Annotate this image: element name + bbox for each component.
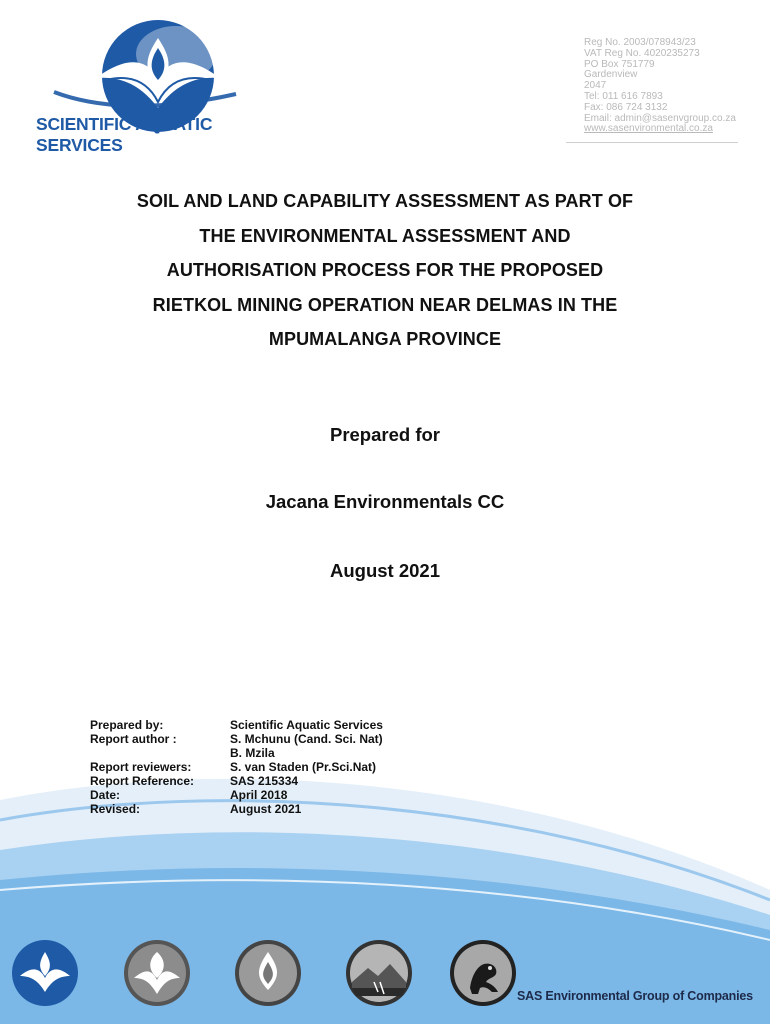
client-name: Jacana Environmentals CC bbox=[265, 491, 505, 512]
meta-row bbox=[90, 774, 383, 788]
report-date: August 2021 bbox=[329, 560, 440, 581]
meta-value: B. Mzila bbox=[230, 746, 275, 760]
meta-row bbox=[90, 718, 383, 732]
title-line: MPUMALANGA PROVINCE bbox=[268, 329, 502, 349]
meta-label: Revised: bbox=[90, 802, 141, 816]
meta-label: Date: bbox=[90, 788, 121, 802]
email: Email: admin@sasenvgroup.co.za bbox=[584, 112, 736, 124]
group-name: SAS Environmental Group of Companies bbox=[517, 989, 753, 1003]
prepared-for-label: Prepared for bbox=[329, 424, 440, 445]
website-link[interactable]: www.sasenvironmental.co.za bbox=[584, 123, 713, 135]
meta-label: Report author : bbox=[90, 732, 177, 746]
postal-code: 2047 bbox=[584, 80, 607, 92]
meta-row bbox=[90, 760, 383, 774]
report-title bbox=[60, 184, 710, 357]
contact-block bbox=[584, 38, 736, 135]
footer-badges bbox=[0, 932, 770, 1024]
title-line: SOIL AND LAND CAPABILITY ASSESSMENT AS PART OF bbox=[136, 191, 634, 211]
frog-badge-icon bbox=[448, 938, 518, 1008]
water-drop-badge-icon bbox=[233, 938, 303, 1008]
meta-value: S. van Staden (Pr.Sci.Nat) bbox=[230, 760, 377, 774]
meta-value: Scientific Aquatic Services bbox=[230, 718, 383, 732]
flower-drop-badge-icon bbox=[10, 938, 80, 1008]
company-name: SCIENTIFIC AQUATIC SERVICES bbox=[36, 114, 213, 155]
reg-number: Reg No. 2003/078943/23 bbox=[584, 37, 696, 48]
meta-label bbox=[90, 746, 230, 760]
meta-row bbox=[90, 802, 383, 816]
meta-row bbox=[90, 746, 383, 760]
title-line: AUTHORISATION PROCESS FOR THE PROPOSED bbox=[166, 260, 604, 280]
meta-value: April 2018 bbox=[230, 788, 288, 802]
meta-value: SAS 215334 bbox=[230, 774, 299, 788]
meta-label: Report reviewers: bbox=[90, 760, 192, 774]
meta-value: S. Mchunu (Cand. Sci. Nat) bbox=[230, 732, 383, 746]
fax: Fax: 086 724 3132 bbox=[584, 101, 668, 113]
meta-row bbox=[90, 788, 383, 802]
title-line: RIETKOL MINING OPERATION NEAR DELMAS IN THE bbox=[152, 294, 618, 315]
report-metadata bbox=[90, 718, 383, 816]
telephone: Tel: 011 616 7893 bbox=[584, 90, 663, 102]
meta-value: August 2021 bbox=[230, 802, 302, 816]
vat-reg-number: VAT Reg No. 4020235273 bbox=[584, 47, 700, 59]
title-line: THE ENVIRONMENTAL ASSESSMENT AND bbox=[199, 225, 571, 246]
meta-row bbox=[90, 732, 383, 746]
meta-label: Prepared by: bbox=[90, 718, 164, 732]
leaf-badge-icon bbox=[122, 938, 192, 1008]
po-box: PO Box 751779 bbox=[584, 58, 655, 70]
header-divider bbox=[566, 142, 738, 143]
suburb: Gardenview bbox=[584, 69, 638, 81]
meta-label: Report Reference: bbox=[90, 774, 195, 788]
landscape-badge-icon bbox=[344, 938, 414, 1008]
